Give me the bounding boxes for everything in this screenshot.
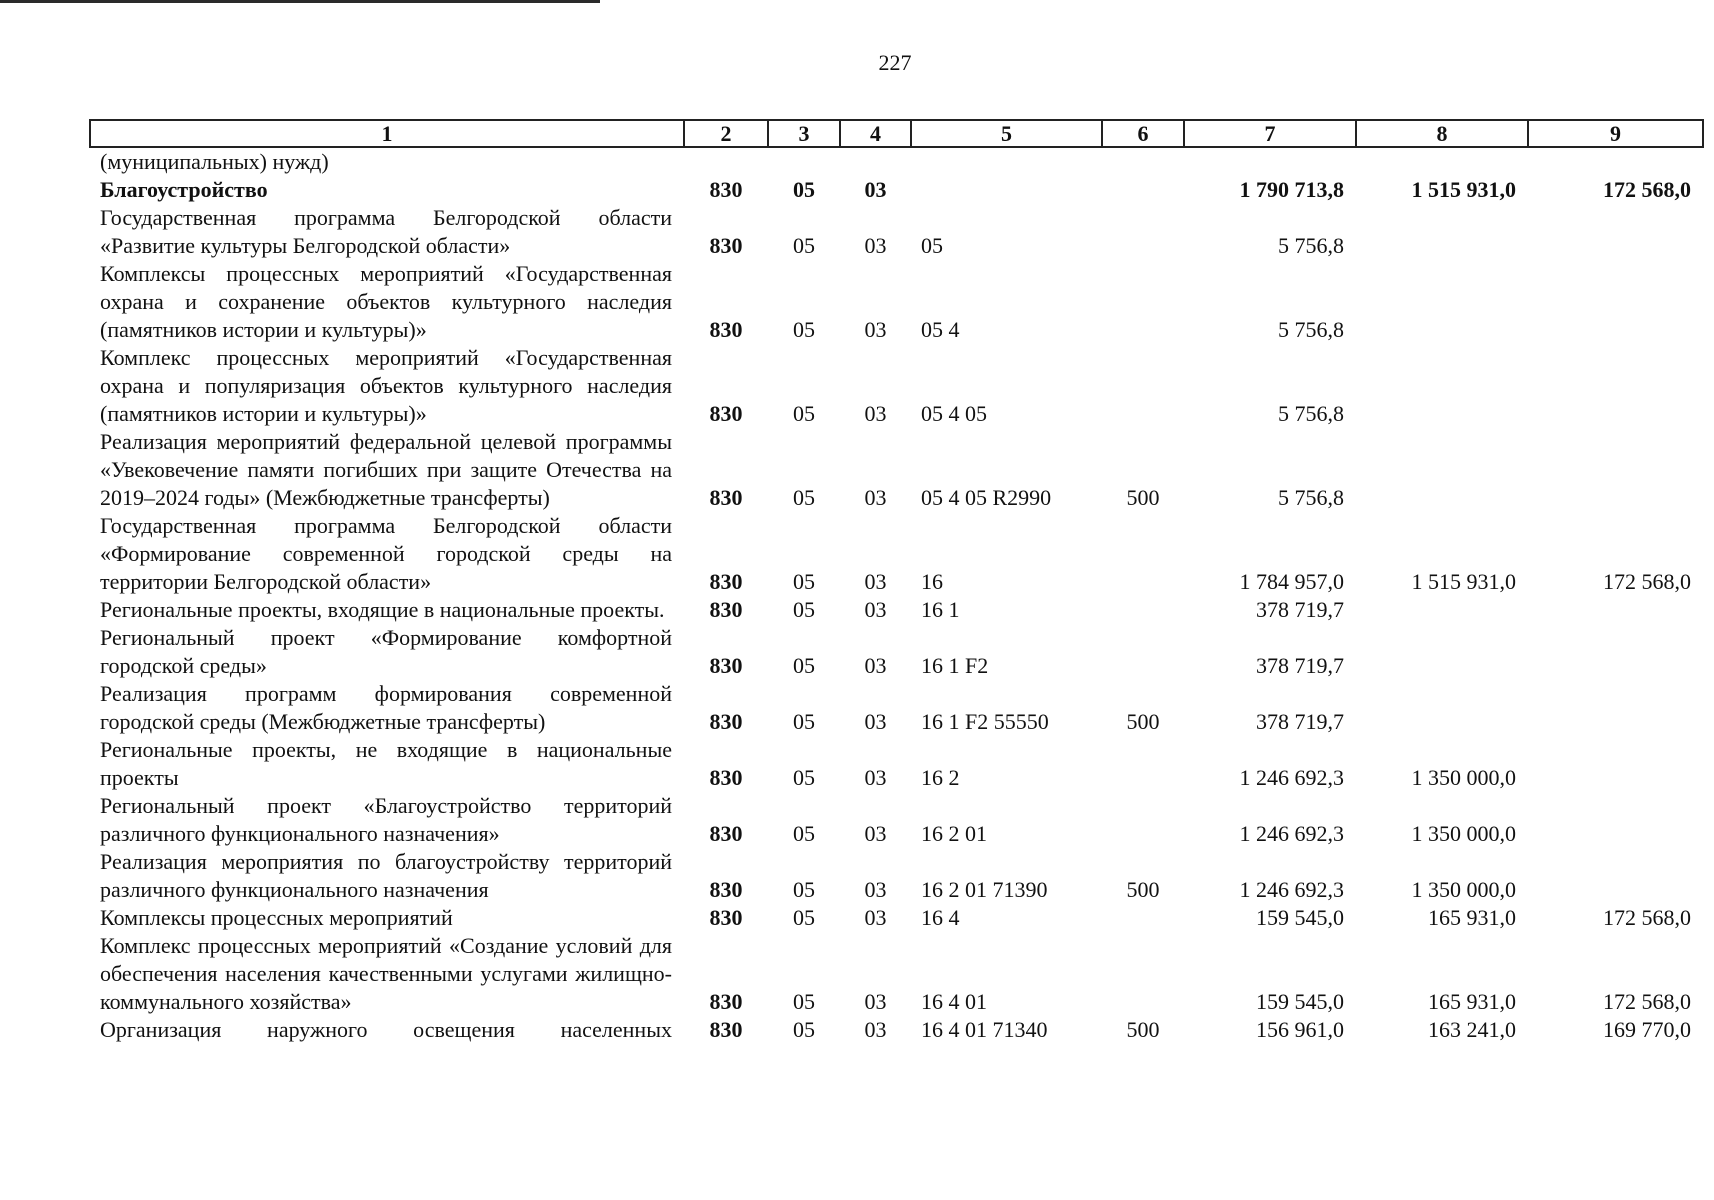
- subsection-cell: 03: [864, 877, 887, 902]
- table-row: [90, 428, 1703, 512]
- admin-code-cell: 830: [709, 485, 743, 510]
- expense-type-cell: [1102, 932, 1184, 1016]
- admin-code-cell: 830: [709, 233, 743, 258]
- page-number: 227: [878, 50, 912, 75]
- table-row: [90, 1016, 1703, 1044]
- amount-year3-cell: [1528, 736, 1703, 792]
- row-name-cell: Государственная программа Белгородской области «Формирование современной городской среды на территории Белгородской области»: [100, 513, 672, 594]
- table-body: [90, 147, 1703, 1044]
- expense-type-cell: [1102, 260, 1184, 344]
- column-header: 1: [90, 120, 684, 147]
- row-name-cell: Комплексы процессных мероприятий: [100, 905, 453, 930]
- target-article-cell: 16 4 01: [921, 989, 987, 1014]
- amount-year3-cell: [1528, 147, 1703, 176]
- admin-code-cell: 830: [709, 709, 743, 734]
- amount-year3-cell: [1528, 848, 1703, 904]
- amount-year1-cell: 1 246 692,3: [1239, 821, 1344, 846]
- admin-code-cell: 830: [709, 597, 743, 622]
- expense-type-cell: [1102, 792, 1184, 848]
- expense-type-cell: [1102, 512, 1184, 596]
- amount-year2-cell: [1356, 428, 1528, 512]
- expense-type-cell: [1102, 904, 1184, 932]
- amount-year3-cell: [1528, 260, 1703, 344]
- amount-year1-cell: 1 246 692,3: [1239, 765, 1344, 790]
- section-cell: 05: [793, 905, 815, 930]
- target-article-cell: 05: [921, 233, 943, 258]
- subsection-cell: 03: [864, 233, 887, 258]
- amount-year2-cell: [1356, 624, 1528, 680]
- budget-table: [89, 119, 1704, 1044]
- target-article-cell: 05 4 05: [921, 401, 987, 426]
- subsection-cell: 03: [864, 401, 887, 426]
- row-name-cell: Региональные проекты, входящие в национальные проекты.: [100, 597, 665, 622]
- subsection-cell: 03: [864, 317, 887, 342]
- subsection-cell: [840, 147, 911, 176]
- admin-code-cell: 830: [709, 765, 743, 790]
- amount-year2-cell: [1356, 680, 1528, 736]
- row-name-cell: Региональный проект «Формирование комфортной городской среды»: [100, 625, 672, 678]
- target-article-cell: 16 4 01 71340: [921, 1017, 1048, 1042]
- amount-year1-cell: 378 719,7: [1256, 709, 1344, 734]
- amount-year3-cell: [1528, 596, 1703, 624]
- table-row: [90, 624, 1703, 680]
- amount-year3-cell: 172 568,0: [1603, 177, 1691, 202]
- amount-year2-cell: 165 931,0: [1428, 989, 1516, 1014]
- amount-year1-cell: 159 545,0: [1256, 905, 1344, 930]
- amount-year1-cell: 5 756,8: [1278, 233, 1344, 258]
- table-row: [90, 204, 1703, 260]
- row-name-cell: Комплекс процессных мероприятий «Государственная охрана и популяризация объектов культурного наследия (памятников истории и культуры)»: [100, 345, 672, 426]
- column-header: 9: [1528, 120, 1703, 147]
- amount-year1-cell: 159 545,0: [1256, 989, 1344, 1014]
- admin-code-cell: 830: [709, 653, 743, 678]
- target-article-cell: 16 1: [921, 597, 960, 622]
- target-article-cell: 16 4: [921, 905, 960, 930]
- subsection-cell: 03: [864, 905, 887, 930]
- expense-type-cell: 500: [1126, 485, 1160, 510]
- amount-year1-cell: 1 246 692,3: [1239, 877, 1344, 902]
- amount-year2-cell: [1356, 260, 1528, 344]
- expense-type-cell: 500: [1126, 709, 1160, 734]
- amount-year3-cell: 172 568,0: [1603, 989, 1691, 1014]
- amount-year3-cell: 172 568,0: [1603, 905, 1691, 930]
- amount-year2-cell: 1 515 931,0: [1411, 569, 1516, 594]
- row-name-cell: Организация наружного освещения населенных: [100, 1017, 672, 1042]
- section-cell: [768, 147, 840, 176]
- section-cell: 05: [793, 989, 815, 1014]
- admin-code-cell: 830: [709, 177, 743, 202]
- section-cell: 05: [793, 877, 815, 902]
- admin-code-cell: 830: [709, 877, 743, 902]
- table-row: [90, 848, 1703, 904]
- section-cell: 05: [793, 1017, 815, 1042]
- table-header-row: [90, 120, 1703, 147]
- subsection-cell: 03: [864, 989, 887, 1014]
- section-cell: 05: [793, 569, 815, 594]
- amount-year2-cell: [1356, 147, 1528, 176]
- amount-year1-cell: 5 756,8: [1278, 401, 1344, 426]
- section-cell: 05: [793, 597, 815, 622]
- section-cell: 05: [793, 401, 815, 426]
- amount-year1-cell: 378 719,7: [1256, 653, 1344, 678]
- expense-type-cell: [1102, 204, 1184, 260]
- table-row: [90, 792, 1703, 848]
- amount-year1-cell: 5 756,8: [1278, 317, 1344, 342]
- target-article-cell: 16 2 01 71390: [921, 877, 1048, 902]
- column-header: 7: [1184, 120, 1356, 147]
- amount-year2-cell: 165 931,0: [1428, 905, 1516, 930]
- target-article-cell: 16 1 F2: [921, 653, 989, 678]
- admin-code-cell: 830: [709, 569, 743, 594]
- section-cell: 05: [793, 653, 815, 678]
- row-name-cell: Реализация программ формирования современной городской среды (Межбюджетные трансферты): [100, 681, 672, 734]
- amount-year3-cell: [1528, 428, 1703, 512]
- admin-code-cell: [684, 147, 768, 176]
- subsection-cell: 03: [864, 597, 887, 622]
- target-article-cell: 16 2 01: [921, 821, 987, 846]
- table-row: [90, 596, 1703, 624]
- table-row: [90, 147, 1703, 176]
- row-name-cell: Благоустройство: [100, 177, 268, 202]
- amount-year3-cell: 169 770,0: [1603, 1017, 1691, 1042]
- table-row: [90, 344, 1703, 428]
- amount-year1-cell: 1 784 957,0: [1239, 569, 1344, 594]
- row-name-cell: Региональные проекты, не входящие в национальные проекты: [100, 737, 672, 790]
- row-name-cell: Государственная программа Белгородской области «Развитие культуры Белгородской области»: [100, 205, 672, 258]
- expense-type-cell: [1102, 624, 1184, 680]
- row-name-cell: Региональный проект «Благоустройство территорий различного функционального назначения»: [100, 793, 672, 846]
- amount-year1-cell: 156 961,0: [1256, 1017, 1344, 1042]
- column-header: 4: [840, 120, 911, 147]
- expense-type-cell: [1102, 736, 1184, 792]
- amount-year2-cell: 163 241,0: [1428, 1017, 1516, 1042]
- column-header: 6: [1102, 120, 1184, 147]
- expense-type-cell: 500: [1126, 1017, 1160, 1042]
- row-name-cell: Комплексы процессных мероприятий «Государственная охрана и сохранение объектов культурного наследия (памятников истории и культуры)»: [100, 261, 672, 342]
- subsection-cell: 03: [864, 569, 887, 594]
- expense-type-cell: 500: [1126, 877, 1160, 902]
- column-header: 5: [911, 120, 1102, 147]
- amount-year1-cell: 378 719,7: [1256, 597, 1344, 622]
- target-article-cell: 16: [921, 569, 943, 594]
- amount-year2-cell: 1 515 931,0: [1411, 177, 1516, 202]
- admin-code-cell: 830: [709, 821, 743, 846]
- amount-year3-cell: [1528, 344, 1703, 428]
- subsection-cell: 03: [864, 1017, 887, 1042]
- subsection-cell: 03: [864, 709, 887, 734]
- row-name-cell: Реализация мероприятия по благоустройству территорий различного функционального назначения: [100, 849, 672, 902]
- section-cell: 05: [793, 233, 815, 258]
- top-border-line: [0, 0, 600, 3]
- section-cell: 05: [793, 485, 815, 510]
- row-name-cell: (муниципальных) нужд): [100, 149, 329, 174]
- column-header: 2: [684, 120, 768, 147]
- amount-year2-cell: [1356, 344, 1528, 428]
- amount-year3-cell: [1528, 792, 1703, 848]
- table-row: [90, 904, 1703, 932]
- target-article-cell: [911, 147, 1102, 176]
- subsection-cell: 03: [864, 765, 887, 790]
- section-cell: 05: [793, 317, 815, 342]
- section-cell: 05: [793, 709, 815, 734]
- amount-year2-cell: [1356, 596, 1528, 624]
- row-name-cell: Реализация мероприятий федеральной целевой программы «Увековечение памяти погибших при защите Отечества на 2019–2024 годы» (Межбюджетные трансферты): [100, 429, 672, 510]
- amount-year2-cell: 1 350 000,0: [1411, 765, 1516, 790]
- admin-code-cell: 830: [709, 989, 743, 1014]
- column-header: 8: [1356, 120, 1528, 147]
- table-row: [90, 736, 1703, 792]
- expense-type-cell: [1102, 344, 1184, 428]
- section-cell: 05: [793, 821, 815, 846]
- section-cell: 05: [793, 177, 815, 202]
- amount-year3-cell: 172 568,0: [1603, 569, 1691, 594]
- table-row: [90, 932, 1703, 1016]
- row-name-cell: Комплекс процессных мероприятий «Создание условий для обеспечения населения качественными услугами жилищно-коммунального хозяйства»: [100, 933, 672, 1014]
- amount-year2-cell: 1 350 000,0: [1411, 821, 1516, 846]
- target-article-cell: 05 4: [921, 317, 960, 342]
- subsection-cell: 03: [864, 177, 887, 202]
- target-article-cell: 05 4 05 R2990: [921, 485, 1052, 510]
- table-row: [90, 260, 1703, 344]
- amount-year3-cell: [1528, 680, 1703, 736]
- amount-year1-cell: 1 790 713,8: [1239, 177, 1344, 202]
- subsection-cell: 03: [864, 821, 887, 846]
- expense-type-cell: [1102, 147, 1184, 176]
- subsection-cell: 03: [864, 653, 887, 678]
- target-article-cell: 16 2: [921, 765, 960, 790]
- target-article-cell: [911, 176, 1102, 204]
- section-cell: 05: [793, 765, 815, 790]
- amount-year3-cell: [1528, 624, 1703, 680]
- admin-code-cell: 830: [709, 317, 743, 342]
- target-article-cell: 16 1 F2 55550: [921, 709, 1049, 734]
- amount-year2-cell: [1356, 204, 1528, 260]
- admin-code-cell: 830: [709, 1017, 743, 1042]
- expense-type-cell: [1102, 176, 1184, 204]
- table-row: [90, 512, 1703, 596]
- subsection-cell: 03: [864, 485, 887, 510]
- admin-code-cell: 830: [709, 905, 743, 930]
- amount-year3-cell: [1528, 204, 1703, 260]
- amount-year2-cell: 1 350 000,0: [1411, 877, 1516, 902]
- table-row: [90, 680, 1703, 736]
- table-row: [90, 176, 1703, 204]
- column-header: 3: [768, 120, 840, 147]
- amount-year1-cell: 5 756,8: [1278, 485, 1344, 510]
- admin-code-cell: 830: [709, 401, 743, 426]
- expense-type-cell: [1102, 596, 1184, 624]
- amount-year1-cell: [1184, 147, 1356, 176]
